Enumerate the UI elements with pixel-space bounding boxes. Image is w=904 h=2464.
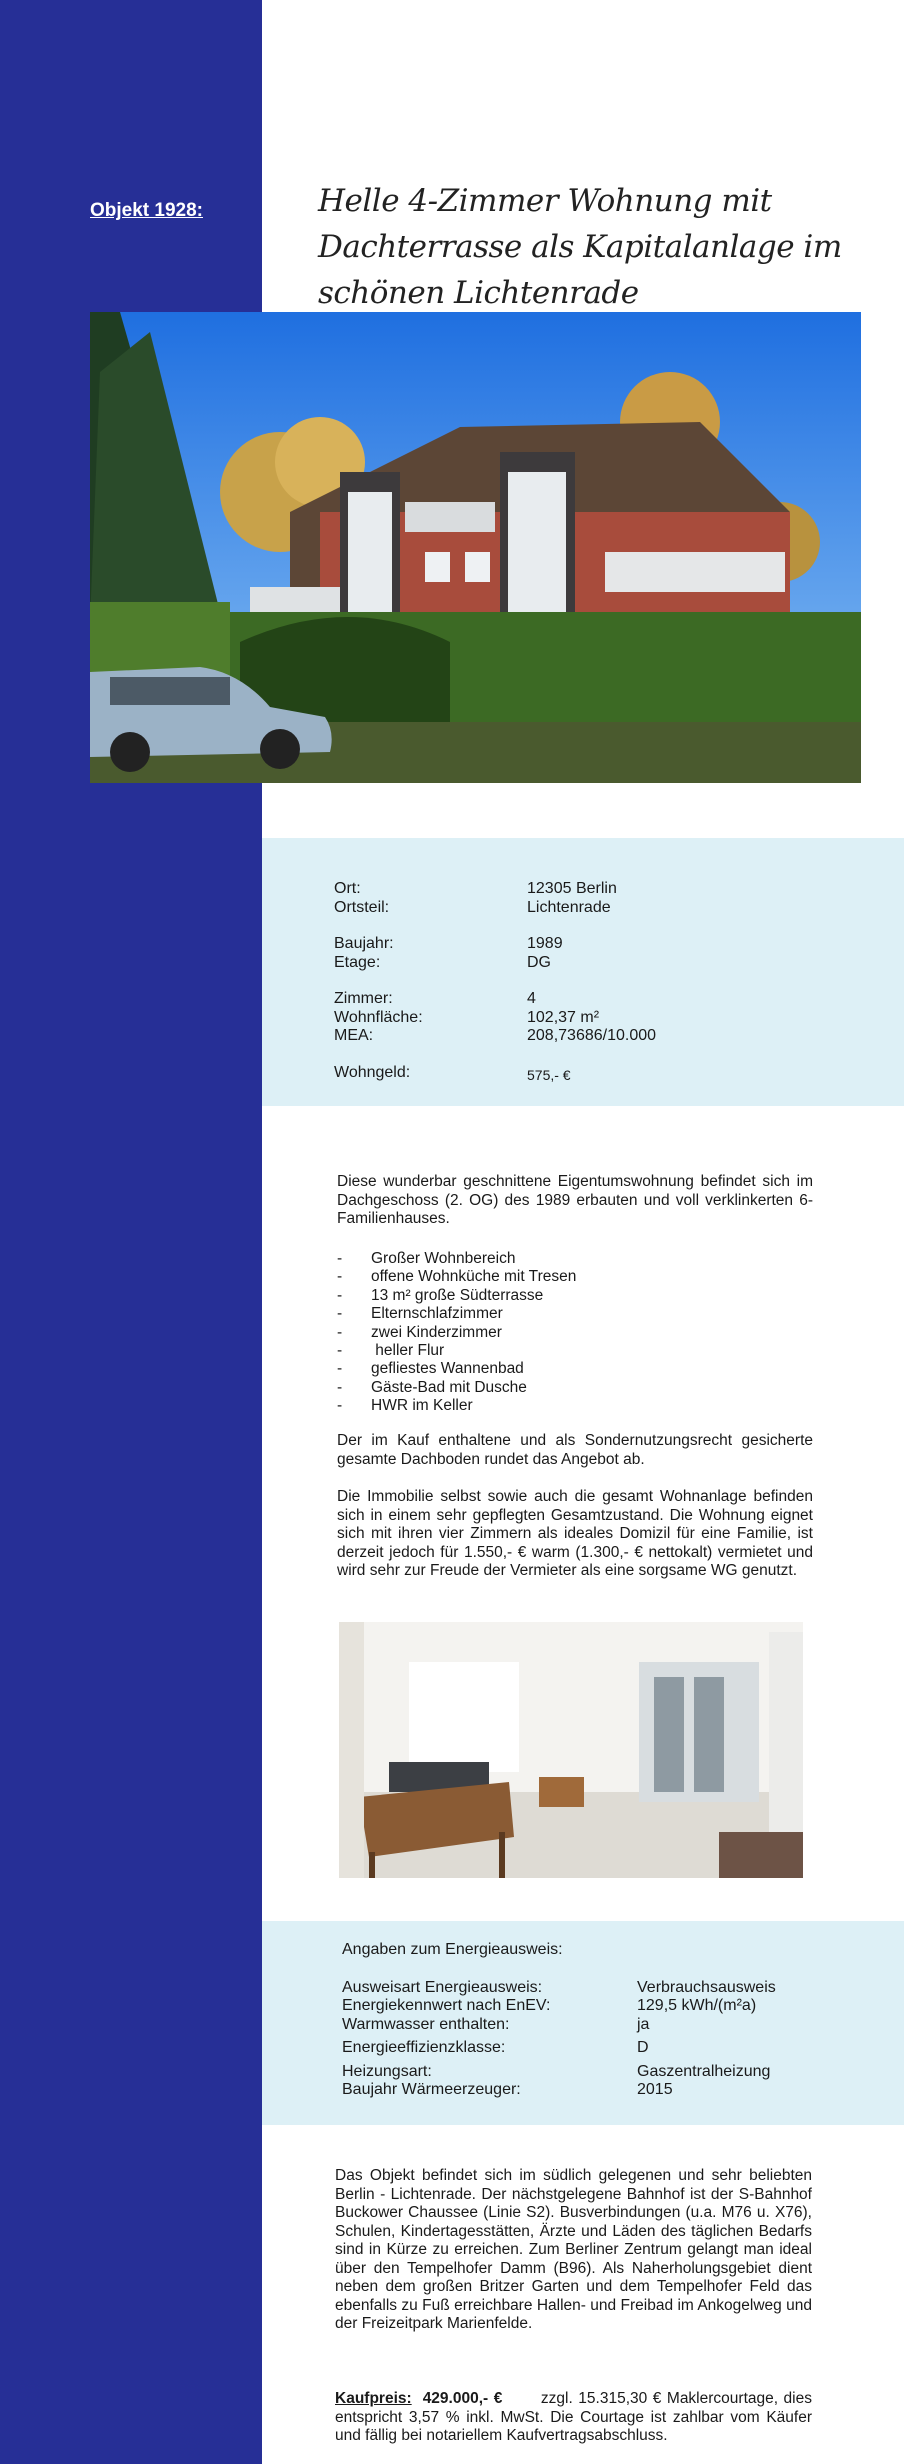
energy-label: Heizungsart: <box>342 2063 432 2080</box>
wohngeld-value: 575,- € <box>527 1067 571 1083</box>
intro-paragraph: Diese wunderbar geschnittene Eigentumswohnung befindet sich im Dachgeschoss (2. OG) des 1989 erbauten und voll verklinkerten 6-Familienhauses. <box>337 1173 813 1227</box>
condition-paragraph: Die Immobilie selbst sowie auch die gesamt Wohnanlage befinden sich in einem sehr gepflegten Gesamtzustand. Die Wohnung eignet sich mit ihren vier Zimmern als ideales Domizil für eine Familie, ist derzeit jedoch für 1.550,- € warm (1.300,- € nettokalt) vermietet und wird sehr zur Freude der Vermieter als eine sorgsame WG genutzt. <box>337 1488 813 1579</box>
energy-label: Baujahr Wärmeerzeuger: <box>342 2081 521 2098</box>
list-item: - Großer Wohnbereich <box>337 1250 516 1267</box>
description-condition <box>337 1488 813 1581</box>
wohnflaeche-label: Wohnfläche: <box>334 1009 423 1026</box>
baujahr-label: Baujahr: <box>334 935 394 952</box>
list-item: - HWR im Keller <box>337 1397 473 1415</box>
feature-text: zwei Kinderzimmer <box>371 1323 502 1341</box>
energy-value: Gaszentralheizung <box>637 2063 771 2080</box>
description-intro <box>337 1173 813 1229</box>
list-item: - heller Flur <box>337 1342 445 1360</box>
zimmer-value: 4 <box>527 990 536 1007</box>
location-description <box>335 2167 812 2334</box>
feature-text: Elternschlafzimmer <box>371 1305 503 1323</box>
list-item: - gefliestes Wannenbad <box>337 1360 524 1378</box>
ortsteil-value: Lichtenrade <box>527 899 611 916</box>
energy-heading: Angaben zum Energieausweis: <box>342 1941 563 1958</box>
feature-text: Großer Wohnbereich <box>371 1250 516 1267</box>
list-item: - Elternschlafzimmer <box>337 1305 503 1323</box>
mea-value: 208,73686/10.000 <box>527 1027 657 1044</box>
list-item: - zwei Kinderzimmer <box>337 1323 502 1341</box>
ort-label: Ort: <box>334 880 361 897</box>
page-title: Helle 4-Zimmer Wohnung mit Dachterrasse als Kapitalanlage im schönen Lichtenrade <box>318 183 842 311</box>
feature-text: 13 m² große Südterrasse <box>371 1286 544 1304</box>
property-facts-panel <box>262 838 904 1106</box>
energy-certificate-panel <box>262 1921 904 2125</box>
etage-label: Etage: <box>334 954 381 971</box>
wohnflaeche-value: 102,37 m² <box>527 1009 600 1026</box>
feature-text: Gäste-Bad mit Dusche <box>371 1378 527 1396</box>
feature-list <box>337 1250 576 1416</box>
feature-text: offene Wohnküche mit Tresen <box>371 1268 577 1286</box>
living-room-photo <box>339 1622 803 1878</box>
list-item: - 13 m² große Südterrasse <box>337 1286 544 1304</box>
list-item: - Gäste-Bad mit Dusche <box>337 1378 527 1396</box>
energy-value: D <box>637 2039 649 2056</box>
price-label: Kaufpreis: <box>335 2390 412 2407</box>
mea-label: MEA: <box>334 1027 374 1044</box>
energy-label: Energieeffizienzklasse: <box>342 2039 506 2056</box>
wohngeld-label: Wohngeld: <box>334 1064 411 1081</box>
list-item: - offene Wohnküche mit Tresen <box>337 1268 577 1286</box>
energy-value: 2015 <box>637 2081 673 2098</box>
location-paragraph: Das Objekt befindet sich im südlich gelegenen und sehr beliebten Berlin - Lichtenrade. Der nächstgelegene Bahnhof ist der S-Bahnhof Buckower Chaussee (Linie S2). Busverbindungen (u.a. M76 u. X76), Schulen, Kindertagesstätten, Ärzte und Läden des täglichen Bedarfs sind in Kürze zu erreichen. Zum Berliner Zentrum gelangt man ideal über den Tempelhofer Damm (B96). Als Naherholungsgebiet dient neben dem großen Britzer Garten und dem Tempelhofer Feld das ebenfalls zu Fuß erreichbare Hallen- und Freibad im Ankogelweg und der Freizeitpark Marienfelde. <box>335 2167 812 2332</box>
ort-value: 12305 Berlin <box>527 880 617 897</box>
ortsteil-label: Ortsteil: <box>334 899 390 916</box>
energy-value: 129,5 kWh/(m²a) <box>637 1997 757 2014</box>
energy-label: Warmwasser enthalten: <box>342 2016 510 2033</box>
building-exterior-photo <box>90 312 861 783</box>
price-section <box>335 2390 812 2446</box>
energy-value: Verbrauchsausweis <box>637 1979 776 1996</box>
object-number-label: Objekt 1928: <box>90 200 203 221</box>
zimmer-label: Zimmer: <box>334 990 393 1007</box>
energy-label: Ausweisart Energieausweis: <box>342 1979 543 1996</box>
energy-label: Energiekennwert nach EnEV: <box>342 1997 551 2014</box>
feature-text: heller Flur <box>371 1342 445 1360</box>
attic-paragraph: Der im Kauf enthaltene und als Sondernutzungsrecht gesicherte gesamte Dachboden rundet das Angebot ab. <box>337 1432 813 1468</box>
price-commission-text: zzgl. 15.315,30 € Maklercourtage, dies entspricht 3,57 % inkl. MwSt. Die Courtage ist zahlbar vom Käufer und fällig bei notariellem Kaufvertragsabschluss. <box>335 2390 812 2444</box>
feature-text: HWR im Keller <box>371 1397 473 1415</box>
baujahr-value: 1989 <box>527 935 563 952</box>
feature-text: gefliestes Wannenbad <box>371 1360 524 1378</box>
building-illustration <box>90 312 861 783</box>
description-attic <box>337 1432 813 1469</box>
etage-value: DG <box>527 954 551 971</box>
living-room-illustration <box>339 1622 803 1878</box>
energy-value: ja <box>637 2016 650 2033</box>
price-value: 429.000,- € <box>422 2390 503 2407</box>
